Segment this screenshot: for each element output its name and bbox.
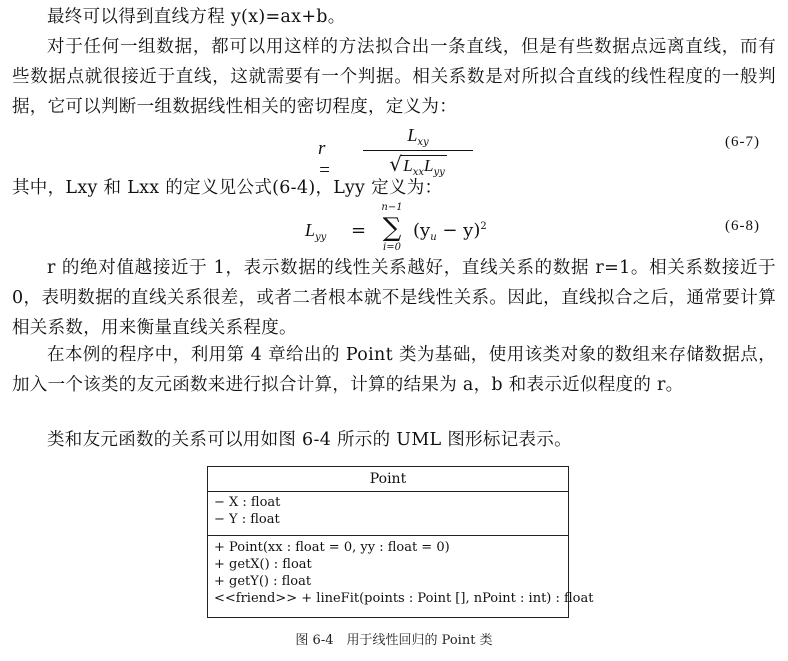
eq2-upper-limit: n−1 xyxy=(381,202,403,213)
paragraph-uml-intro: 类和友元函数的关系可以用如图 6-4 所示的 UML 图形标记表示。 xyxy=(47,430,572,450)
uml-operation: + Point(xx : float = 0, yy : float = 0) xyxy=(214,540,450,555)
paragraph-r-meaning: r 的绝对值越接近于 1，表示数据的线性关系越好，直线关系的数据 r=1。相关系数接近于 0，表明数据的直线关系很差，或者二者根本就不是线性关系。因此，直线拟合之后，通常要计算相关系数，用来衡量直线关系程度。 xyxy=(12,258,776,338)
figure-caption: 图 6-4 用于线性回归的 Point 类 xyxy=(295,633,493,648)
eq1-lhs: r = xyxy=(318,138,331,181)
eq2-body-sub: u xyxy=(430,232,437,243)
uml-class-diagram xyxy=(207,466,594,618)
eq1-den-a: L xyxy=(403,156,413,175)
equation-intro-line: 最终可以得到直线方程 y(x)=ax+b。 xyxy=(47,7,346,27)
uml-attribute: − Y : float xyxy=(214,512,280,527)
uml-operation: + getX() : float xyxy=(214,557,312,572)
eq1-numerator-sub: xy xyxy=(417,137,429,148)
sqrt-icon: √ $L_{xx}L_{yy}$ xyxy=(389,152,445,178)
eq2-body-rest: − y) xyxy=(436,220,481,241)
eq2-power: 2 xyxy=(480,221,487,232)
eq1-den-a-sub: xx xyxy=(412,167,424,178)
paragraph-program-example: 在本例的程序中，利用第 4 章给出的 Point 类为基础，使用该类对象的数组来存储数据点，加入一个该类的友元函数来进行拟合计算，计算的结果为 a，b 和表示近似程度的 r。 xyxy=(12,345,776,395)
eq2-lhs: L xyxy=(305,220,316,240)
uml-operation: <<friend>> + lineFit(points : Point [], nPoint : int) : float xyxy=(214,591,594,606)
equation-number-6-8: (6-8) xyxy=(725,218,760,234)
eq1-den-b: L xyxy=(423,156,434,175)
uml-operations xyxy=(208,536,594,610)
uml-attributes xyxy=(208,492,568,536)
uml-class-name: Point xyxy=(208,467,568,492)
paragraph-correlation-intro: 对于任何一组数据，都可以用这样的方法拟合出一条直线，但是有些数据点远离直线，而有些数据点就很接近于直线，这就需要有一个判据。相关系数是对所拟合直线的线性程度的一般判据，它可以判断一组数据线性相关的密切程度，定义为： xyxy=(12,37,776,117)
uml-attribute: − X : float xyxy=(214,495,281,510)
eq2-lower-limit: i=0 xyxy=(383,242,401,253)
eq1-den-b-sub: yy xyxy=(433,167,445,178)
eq2-equals: = xyxy=(351,220,367,241)
uml-operation: + getY() : float xyxy=(214,574,312,589)
eq2-lhs-sub: yy xyxy=(315,232,327,243)
equation-number-6-7: (6-7) xyxy=(725,134,760,150)
eq1-numerator: L xyxy=(407,125,418,145)
eq2-body: (y xyxy=(413,220,431,241)
paragraph-where: 其中，Lxy 和 Lxx 的定义见公式(6-4)，Lyy 定义为： xyxy=(12,178,443,198)
sigma-icon: ∑ xyxy=(382,213,402,243)
